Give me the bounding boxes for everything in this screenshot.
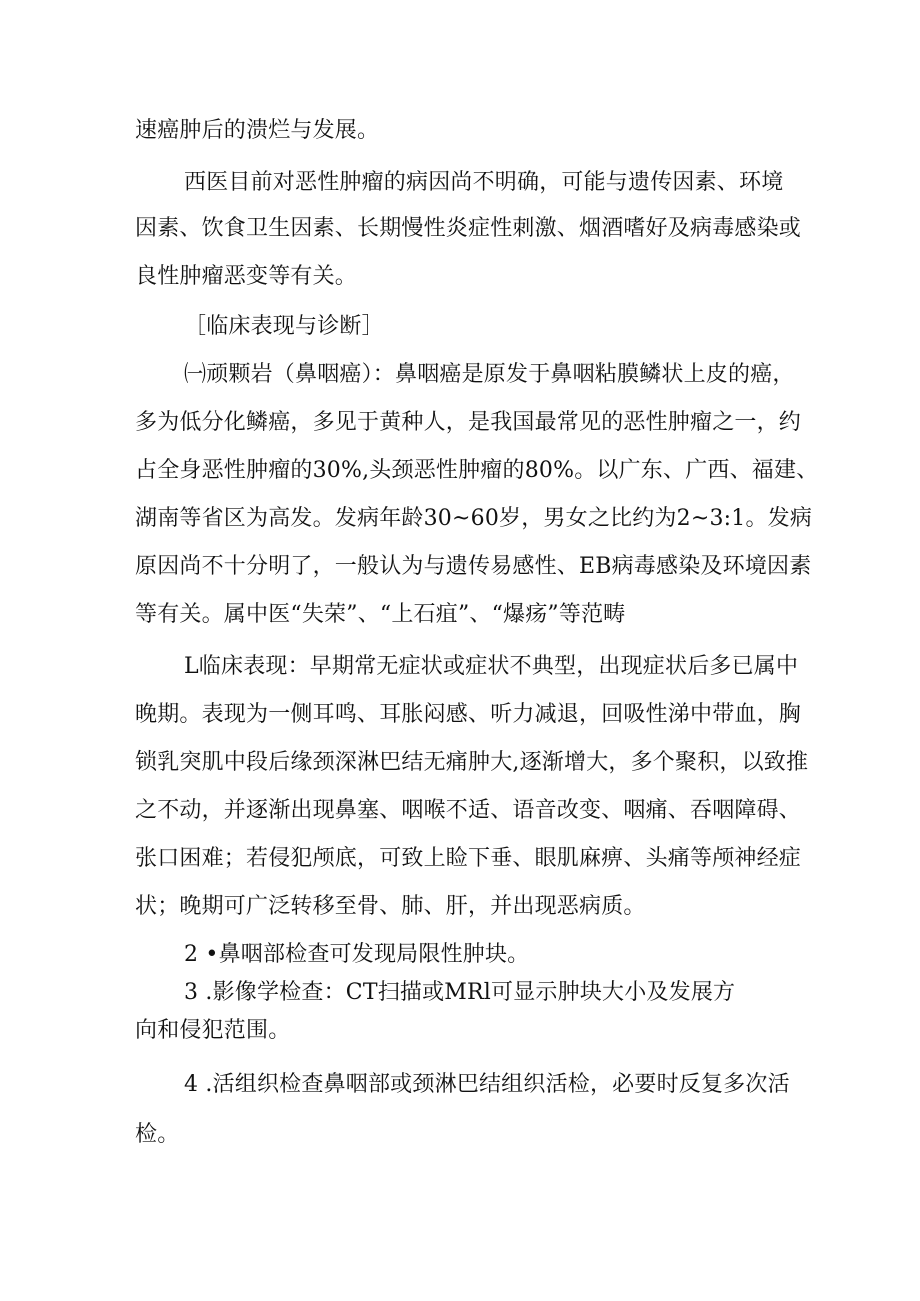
text-line: 多为低分化鳞癌，多见于黄种人，是我国最常见的恶性肿瘤之一，约: [135, 410, 802, 435]
text-line: 速癌肿后的溃烂与发展。: [135, 118, 380, 143]
text-line: 之不动，并逐渐出现鼻塞、咽喉不适、语音改变、咽痛、吞咽障碍、: [135, 798, 802, 823]
text-line: 湖南等省区为高发。发病年龄30~60岁，男女之比约为2~3:1。发病: [135, 506, 813, 531]
text-line: 锁乳突肌中段后缘颈深淋巴结无痛肿大,逐渐增大，多个聚积，以致推: [135, 750, 809, 775]
text-line: ㈠顽颗岩（鼻咽癌）：鼻咽癌是原发于鼻咽粘膜鳞状上皮的癌，: [184, 362, 795, 387]
text-line: 4 .活组织检查鼻咽部或颈淋巴结组织活检，必要时反复多次活: [184, 1072, 790, 1097]
text-line: 状；晚期可广泛转移至骨、肺、肝，并出现恶病质。: [135, 894, 646, 919]
text-line: 检。: [135, 1122, 180, 1147]
text-line: 原因尚不十分明了，一般认为与遗传易感性、EB病毒感染及环境因素: [135, 554, 812, 579]
text-line: L临床表现：早期常无症状或症状不典型，出现症状后多已属中: [184, 654, 799, 679]
text-line: 因素、饮食卫生因素、长期慢性炎症性刺激、烟酒嗜好及病毒感染或: [135, 216, 802, 241]
text-line: 西医目前对恶性肿瘤的病因尚不明确，可能与遗传因素、环境: [184, 170, 784, 195]
text-line: 等有关。属中医“失荣”、“上石疽”、“爆疡”等范畴: [135, 602, 626, 627]
text-line: 张口困难；若侵犯颅底，可致上睑下垂、眼肌麻痹、头痛等颅神经症: [135, 846, 802, 871]
text-line: 向和侵犯范围。: [135, 1018, 291, 1043]
text-line: 占全身恶性肿瘤的30%,头颈恶性肿瘤的80%。以广东、广西、福建、: [135, 458, 819, 483]
text-line: 3 .影像学检查：CT扫描或MRl可显示肿块大小及发展方: [184, 980, 736, 1005]
section-heading: ［临床表现与诊断］: [184, 314, 384, 339]
text-line: 2 •鼻咽部检查可发现局限性肿块。: [184, 942, 530, 967]
text-line: 良性肿瘤恶变等有关。: [135, 264, 358, 289]
text-line: 晚期。表现为一侧耳鸣、耳胀闷感、听力减退，回吸性涕中带血，胸: [135, 702, 802, 727]
